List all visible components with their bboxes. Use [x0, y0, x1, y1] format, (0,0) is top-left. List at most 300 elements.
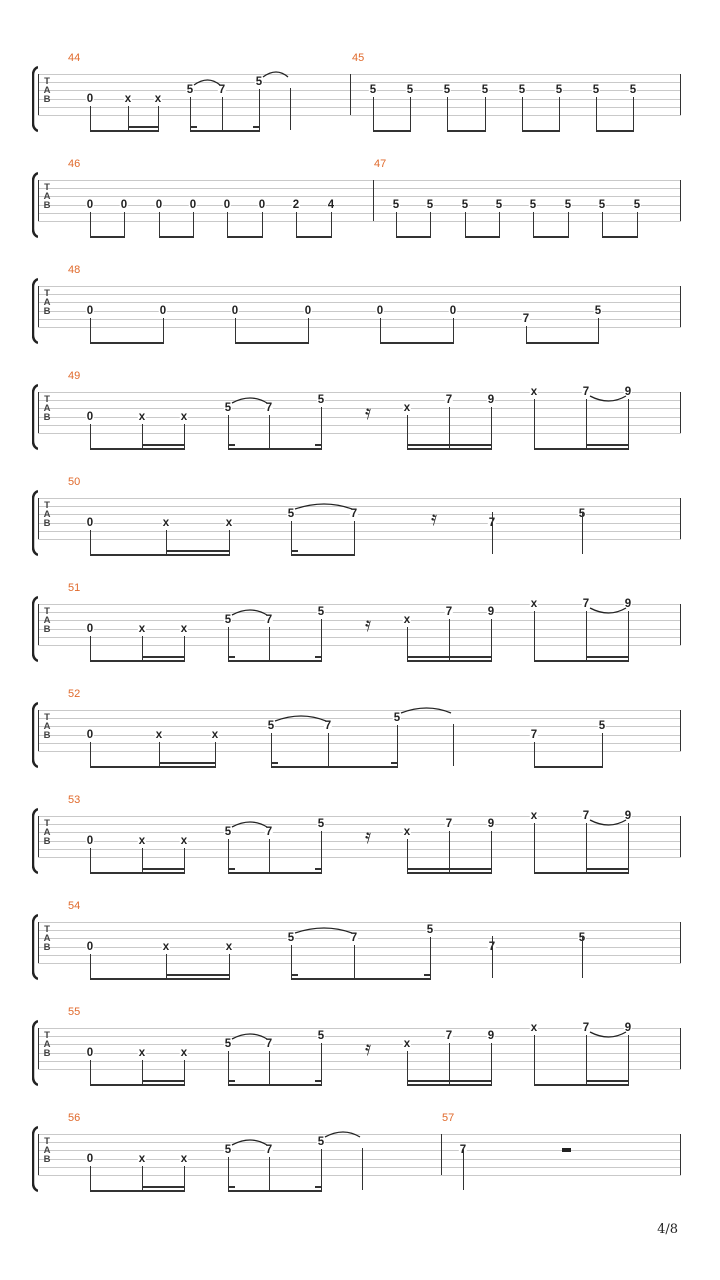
- beam-16th: [253, 126, 260, 128]
- tab-clef-letter: T: [44, 182, 50, 193]
- fret-number: 7: [445, 606, 453, 619]
- note-stem: [430, 937, 431, 978]
- staff-line: [38, 417, 681, 418]
- fret-number: 5: [224, 826, 232, 839]
- barline: [680, 392, 681, 433]
- beam-16th: [315, 868, 322, 870]
- beam: [227, 236, 263, 238]
- staff-line: [38, 735, 681, 736]
- sixteenth-rest: 𝄿: [365, 612, 372, 636]
- fret-number: 5: [592, 84, 600, 97]
- note-stem: [269, 627, 270, 660]
- tab-clef-letter: A: [43, 403, 51, 414]
- note-stem: [449, 831, 450, 872]
- tie: [399, 704, 455, 714]
- staff-line: [38, 857, 681, 858]
- beam: [271, 766, 398, 768]
- staff-line: [38, 1175, 681, 1176]
- tab-clef-letter: B: [43, 624, 51, 635]
- beam: [228, 448, 322, 450]
- note-stem: [602, 733, 603, 766]
- fret-number: 7: [265, 1038, 273, 1051]
- staff-line: [38, 955, 681, 956]
- beam-16th: [190, 126, 197, 128]
- staff-line: [38, 196, 681, 197]
- tab-clef-letter: B: [43, 942, 51, 953]
- fret-number: x: [154, 92, 162, 105]
- staff-line: [38, 213, 681, 214]
- staff-line: [38, 1069, 681, 1070]
- note-stem: [354, 945, 355, 978]
- beam-16th: [407, 868, 492, 870]
- note-stem: [628, 611, 629, 660]
- barline: [38, 1028, 39, 1069]
- fret-number: x: [530, 810, 538, 822]
- fret-number: 7: [582, 1022, 590, 1034]
- staff-line: [38, 82, 681, 83]
- beam-16th: [159, 762, 216, 764]
- tab-system: [0, 158, 720, 286]
- beam-16th: [228, 656, 235, 658]
- note-stem: [90, 1060, 91, 1084]
- fret-number: 7: [530, 728, 538, 741]
- fret-number: 7: [582, 810, 590, 822]
- note-stem: [321, 407, 322, 448]
- beam: [159, 236, 194, 238]
- beam-16th: [391, 762, 398, 764]
- note-stem: [492, 936, 493, 978]
- barline: [680, 816, 681, 857]
- beam-16th: [142, 444, 185, 446]
- staff-line: [38, 319, 681, 320]
- note-stem: [259, 89, 260, 130]
- fret-number: 7: [350, 508, 358, 521]
- beam: [526, 342, 599, 344]
- staff-line: [38, 221, 681, 222]
- fret-number: x: [211, 728, 219, 741]
- barline: [680, 1028, 681, 1069]
- staff-line: [38, 539, 681, 540]
- fret-number: 5: [598, 720, 606, 733]
- beam: [522, 130, 560, 132]
- tab-clef-letter: B: [43, 412, 51, 423]
- fret-number: 0: [449, 304, 457, 317]
- beam: [596, 130, 634, 132]
- note-stem: [373, 97, 374, 130]
- beam: [534, 448, 629, 450]
- note-stem: [568, 212, 569, 236]
- measure-number: 47: [374, 158, 387, 170]
- beam-16th: [142, 1080, 185, 1082]
- beam: [90, 236, 125, 238]
- fret-number: 5: [224, 1038, 232, 1051]
- barline: [680, 710, 681, 751]
- tie: [230, 1030, 271, 1040]
- note-stem: [290, 88, 291, 130]
- measure-number: 55: [68, 1006, 81, 1018]
- beam-16th: [142, 656, 185, 658]
- sixteenth-rest: 𝄿: [365, 824, 372, 848]
- beam-16th: [228, 1186, 235, 1188]
- note-stem: [453, 318, 454, 342]
- measure-number: 51: [68, 582, 81, 594]
- tab-clef-letter: T: [44, 924, 50, 935]
- half-rest: [562, 1148, 571, 1152]
- note-stem: [559, 97, 560, 130]
- fret-number: 9: [624, 386, 632, 398]
- fret-number: x: [124, 92, 132, 105]
- note-stem: [491, 831, 492, 872]
- fret-number: 5: [186, 84, 194, 97]
- staff-line: [38, 743, 681, 744]
- staff-line: [38, 294, 681, 295]
- note-stem: [90, 848, 91, 872]
- beam: [90, 766, 216, 768]
- fret-number: 0: [86, 940, 94, 953]
- tie: [293, 500, 356, 510]
- staff-line: [38, 629, 681, 630]
- fret-number: 9: [624, 1022, 632, 1034]
- tab-clef-letter: A: [43, 297, 51, 308]
- staff-line: [38, 1142, 681, 1143]
- staff-line: [38, 1053, 681, 1054]
- tab-system: [0, 900, 720, 1028]
- fret-number: 5: [555, 84, 563, 97]
- beam: [90, 342, 164, 344]
- note-stem: [90, 530, 91, 554]
- tab-clef-letter: T: [44, 76, 50, 87]
- beam: [228, 1190, 322, 1192]
- note-stem: [533, 212, 534, 236]
- tab-clef-letter: B: [43, 1154, 51, 1165]
- fret-number: 0: [189, 198, 197, 211]
- fret-number: 5: [317, 1136, 325, 1149]
- beam-16th: [166, 550, 230, 552]
- note-stem: [582, 936, 583, 978]
- note-stem: [534, 611, 535, 660]
- tab-clef-letter: T: [44, 606, 50, 617]
- note-stem: [269, 1051, 270, 1084]
- fret-number: 7: [459, 1144, 467, 1157]
- fret-number: 0: [86, 622, 94, 635]
- fret-number: 5: [224, 614, 232, 627]
- note-stem: [396, 212, 397, 236]
- staff-line: [38, 523, 681, 524]
- tie: [588, 819, 630, 829]
- beam: [228, 660, 322, 662]
- note-stem: [321, 1149, 322, 1190]
- barline: [38, 604, 39, 645]
- note-stem: [90, 212, 91, 236]
- fret-number: 5: [578, 508, 586, 521]
- tab-system: [0, 264, 720, 392]
- fret-number: 5: [529, 198, 537, 211]
- note-stem: [526, 326, 527, 342]
- tab-clef-letter: A: [43, 933, 51, 944]
- tab-clef-letter: T: [44, 712, 50, 723]
- beam: [190, 130, 260, 132]
- beam: [407, 1084, 492, 1086]
- note-stem: [491, 407, 492, 448]
- beam: [380, 342, 454, 344]
- sixteenth-rest: 𝄿: [365, 1036, 372, 1060]
- measure-number: 45: [352, 52, 365, 64]
- beam-16th: [315, 656, 322, 658]
- staff-line: [38, 922, 681, 923]
- note-stem: [235, 318, 236, 342]
- note-stem: [269, 839, 270, 872]
- staff-line: [38, 718, 681, 719]
- note-stem: [362, 1148, 363, 1190]
- note-stem: [628, 823, 629, 872]
- fret-number: 7: [582, 386, 590, 398]
- beam-16th: [291, 550, 298, 552]
- barline: [38, 74, 39, 115]
- barline: [680, 604, 681, 645]
- tie: [261, 68, 292, 78]
- fret-number: 7: [265, 826, 273, 839]
- staff-line: [38, 286, 681, 287]
- tab-clef-letter: B: [43, 94, 51, 105]
- fret-number: 7: [350, 932, 358, 945]
- note-stem: [602, 212, 603, 236]
- staff-line: [38, 1159, 681, 1160]
- staff-line: [38, 74, 681, 75]
- fret-number: 9: [487, 818, 495, 831]
- fret-number: 5: [287, 508, 295, 521]
- staff-line: [38, 498, 681, 499]
- measure-number: 57: [442, 1112, 455, 1124]
- measure-number: 50: [68, 476, 81, 488]
- fret-number: x: [225, 516, 233, 529]
- staff-line: [38, 1061, 681, 1062]
- barline: [38, 710, 39, 751]
- tab-clef-letter: B: [43, 836, 51, 847]
- measure-number: 44: [68, 52, 81, 64]
- note-stem: [331, 212, 332, 236]
- note-stem: [262, 212, 263, 236]
- fret-number: 7: [265, 1144, 273, 1157]
- fret-number: x: [180, 1046, 188, 1059]
- staff-line: [38, 188, 681, 189]
- beam: [90, 978, 230, 980]
- fret-number: 5: [393, 712, 401, 725]
- note-stem: [522, 97, 523, 130]
- staff-line: [38, 107, 681, 108]
- beam: [373, 130, 411, 132]
- tab-clef-letter: A: [43, 1145, 51, 1156]
- fret-number: 0: [304, 304, 312, 317]
- tab-clef-letter: A: [43, 721, 51, 732]
- note-stem: [321, 831, 322, 872]
- beam: [534, 660, 629, 662]
- note-stem: [499, 212, 500, 236]
- fret-number: 5: [287, 932, 295, 945]
- staff-line: [38, 433, 681, 434]
- beam: [90, 448, 185, 450]
- measure-number: 46: [68, 158, 81, 170]
- fret-number: 0: [223, 198, 231, 211]
- measure-number: 48: [68, 264, 81, 276]
- fret-number: 0: [86, 304, 94, 317]
- note-stem: [321, 1043, 322, 1084]
- tab-system: [0, 794, 720, 922]
- fret-number: 5: [426, 198, 434, 211]
- beam: [534, 766, 603, 768]
- barline: [680, 286, 681, 327]
- note-stem: [534, 742, 535, 766]
- beam-16th: [166, 974, 230, 976]
- staff-line: [38, 726, 681, 727]
- fret-number: x: [403, 402, 411, 415]
- tab-clef-letter: B: [43, 306, 51, 317]
- note-stem: [633, 97, 634, 130]
- beam: [291, 978, 431, 980]
- fret-number: 5: [564, 198, 572, 211]
- fret-number: x: [180, 834, 188, 847]
- fret-number: x: [155, 728, 163, 741]
- tab-clef-letter: T: [44, 288, 50, 299]
- fret-number: 9: [487, 394, 495, 407]
- fret-number: x: [138, 1046, 146, 1059]
- tab-system: [0, 1006, 720, 1134]
- beam-16th: [271, 762, 278, 764]
- note-stem: [534, 399, 535, 448]
- note-stem: [397, 725, 398, 766]
- sixteenth-rest: 𝄿: [365, 400, 372, 424]
- beam: [447, 130, 486, 132]
- tab-system: [0, 1112, 720, 1240]
- tie: [230, 394, 271, 404]
- fret-number: 0: [86, 410, 94, 423]
- barline: [350, 74, 351, 115]
- tab-clef-letter: A: [43, 85, 51, 96]
- fret-number: 5: [224, 402, 232, 415]
- note-stem: [534, 1035, 535, 1084]
- fret-number: x: [180, 622, 188, 635]
- tie: [230, 1136, 271, 1146]
- beam: [228, 1084, 322, 1086]
- note-stem: [269, 415, 270, 448]
- barline: [373, 180, 374, 221]
- fret-number: 5: [224, 1144, 232, 1157]
- fret-number: 9: [487, 606, 495, 619]
- note-stem: [222, 97, 223, 130]
- fret-number: 0: [86, 1152, 94, 1165]
- staff-line: [38, 637, 681, 638]
- note-stem: [380, 318, 381, 342]
- tie: [230, 818, 271, 828]
- note-stem: [321, 619, 322, 660]
- fret-number: 0: [86, 92, 94, 105]
- barline: [38, 286, 39, 327]
- beam: [90, 1190, 185, 1192]
- note-stem: [582, 512, 583, 554]
- beam-16th: [291, 974, 298, 976]
- beam-16th: [407, 1080, 492, 1082]
- note-stem: [586, 1035, 587, 1084]
- fret-number: 7: [445, 818, 453, 831]
- barline: [38, 392, 39, 433]
- fret-number: 5: [598, 198, 606, 211]
- beam: [407, 872, 492, 874]
- note-stem: [449, 619, 450, 660]
- note-stem: [90, 1166, 91, 1190]
- tab-clef-letter: A: [43, 509, 51, 520]
- staff-line: [38, 930, 681, 931]
- beam-16th: [128, 126, 159, 128]
- fret-number: 0: [120, 198, 128, 211]
- tie: [588, 1031, 630, 1041]
- staff-line: [38, 180, 681, 181]
- staff-line: [38, 824, 681, 825]
- fret-number: x: [180, 410, 188, 423]
- tab-clef-letter: B: [43, 518, 51, 529]
- fret-number: 5: [594, 304, 602, 317]
- note-stem: [596, 97, 597, 130]
- note-stem: [598, 318, 599, 342]
- note-stem: [90, 106, 91, 130]
- fret-number: 7: [488, 940, 496, 953]
- fret-number: 0: [258, 198, 266, 211]
- fret-number: 7: [324, 720, 332, 733]
- fret-number: 0: [86, 516, 94, 529]
- beam-16th: [586, 868, 629, 870]
- staff-line: [38, 311, 681, 312]
- note-stem: [465, 212, 466, 236]
- note-stem: [586, 399, 587, 448]
- tie: [192, 76, 224, 86]
- measure-number: 53: [68, 794, 81, 806]
- staff-line: [38, 963, 681, 964]
- beam-16th: [586, 444, 629, 446]
- note-stem: [586, 611, 587, 660]
- fret-number: 5: [426, 924, 434, 937]
- beam: [296, 236, 332, 238]
- beam: [90, 872, 185, 874]
- fret-number: 7: [265, 614, 273, 627]
- tab-clef-letter: A: [43, 827, 51, 838]
- fret-number: 5: [255, 76, 263, 89]
- tab-clef-letter: A: [43, 1039, 51, 1050]
- fret-number: 5: [392, 198, 400, 211]
- tab-clef-letter: T: [44, 1136, 50, 1147]
- measure-number: 52: [68, 688, 81, 700]
- fret-number: x: [138, 410, 146, 423]
- fret-number: 7: [522, 312, 530, 325]
- staff-line: [38, 947, 681, 948]
- fret-number: 4: [327, 198, 335, 211]
- beam: [396, 236, 431, 238]
- barline: [38, 180, 39, 221]
- staff-line: [38, 1044, 681, 1045]
- staff-line: [38, 1150, 681, 1151]
- staff-line: [38, 1167, 681, 1168]
- beam-16th: [407, 656, 492, 658]
- staff-line: [38, 99, 681, 100]
- note-stem: [430, 212, 431, 236]
- beam-16th: [315, 444, 322, 446]
- beam-16th: [315, 1080, 322, 1082]
- beam: [534, 872, 629, 874]
- staff-line: [38, 90, 681, 91]
- note-stem: [491, 1043, 492, 1084]
- fret-number: x: [403, 1038, 411, 1051]
- staff-line: [38, 710, 681, 711]
- staff-line: [38, 620, 681, 621]
- staff-line: [38, 205, 681, 206]
- note-stem: [637, 212, 638, 236]
